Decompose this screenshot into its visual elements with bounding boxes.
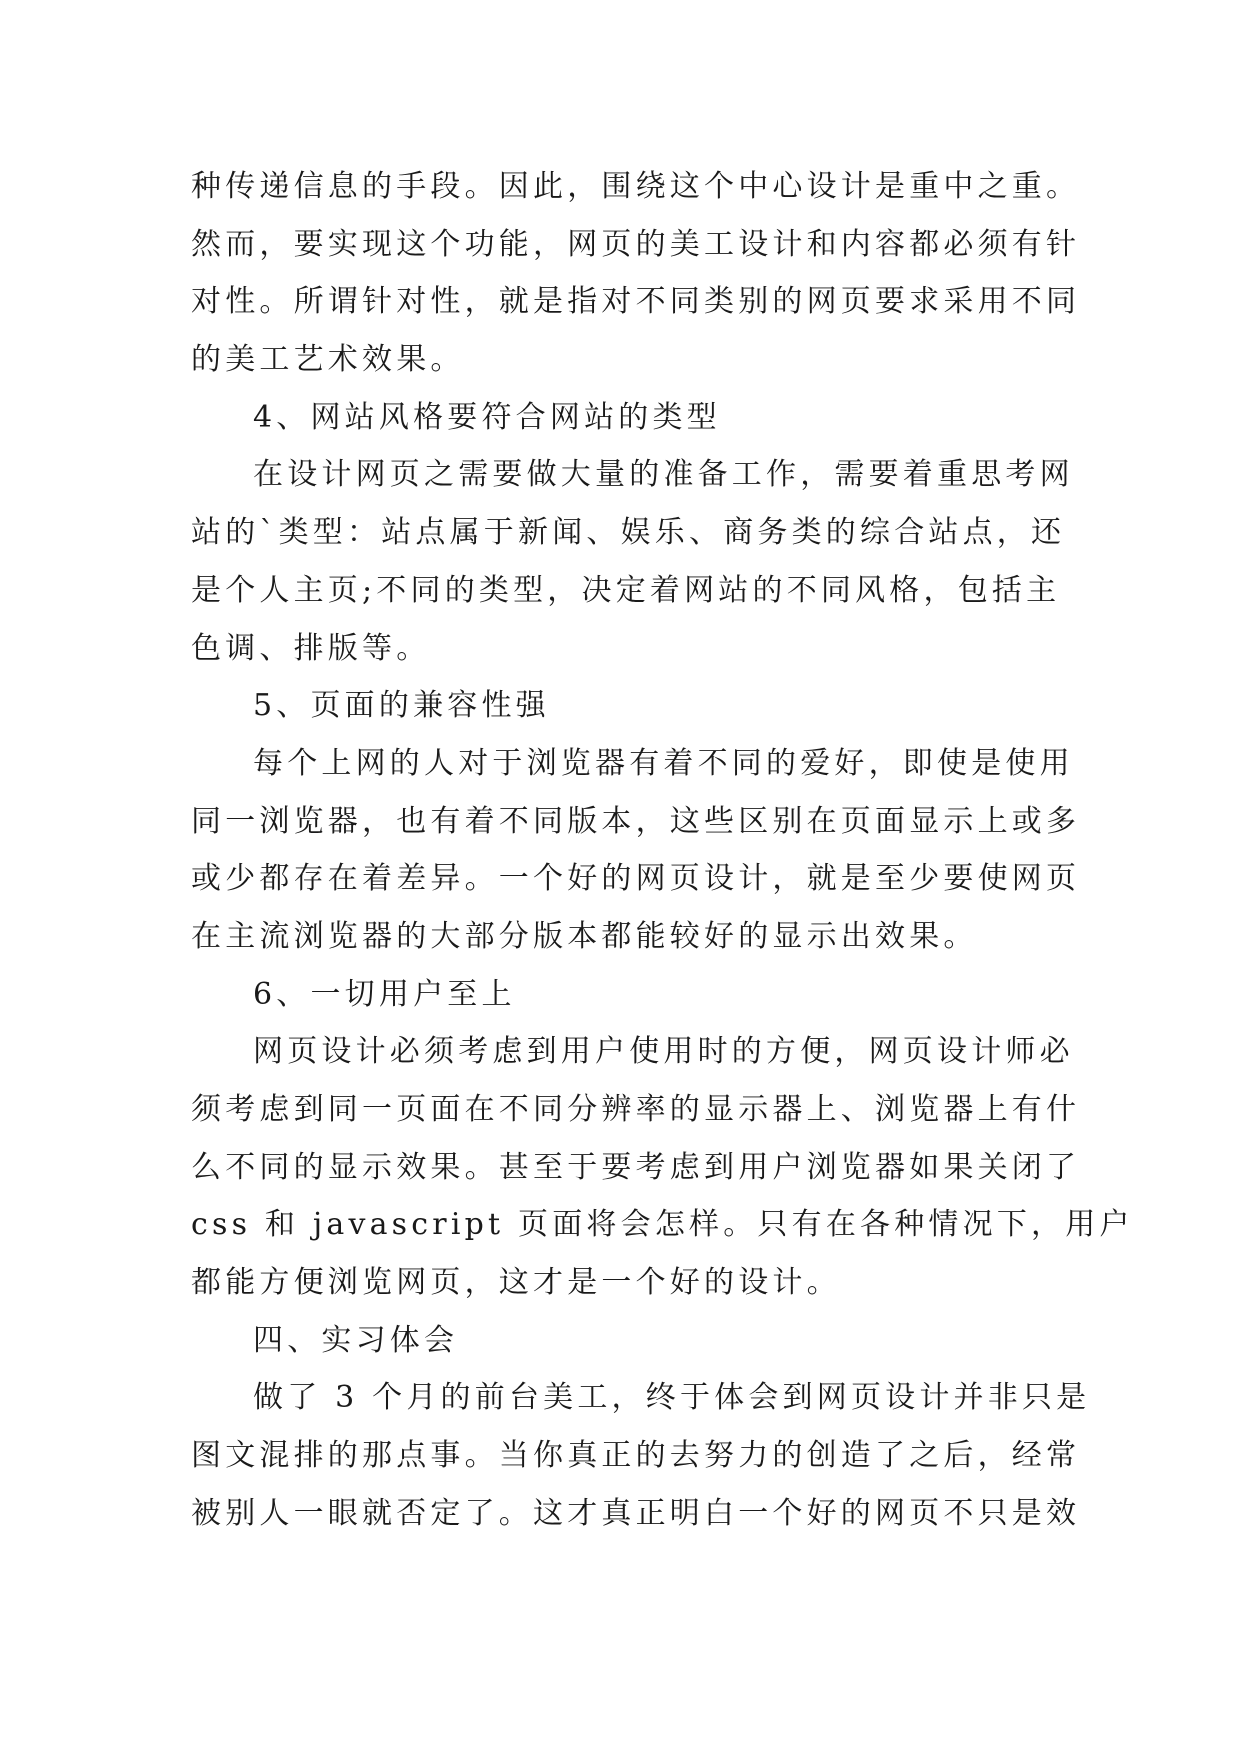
paragraph-line: 的美工艺术效果。 [191, 342, 465, 378]
paragraph-line: 图文混排的那点事。当你真正的去努力的创造了之后，经常 [191, 1438, 1081, 1474]
paragraph-line: 每个上网的人对于浏览器有着不同的爱好，即使是使用 [253, 745, 1074, 781]
paragraph-line: 同一浏览器，也有着不同版本，这些区别在页面显示上或多 [191, 803, 1081, 839]
paragraph-line: 做了 3 个月的前台美工，终于体会到网页设计并非只是 [253, 1380, 1091, 1416]
paragraph-line: 种传递信息的手段。因此，围绕这个中心设计是重中之重。 [191, 169, 1081, 204]
paragraph-line: 在主流浏览器的大部分版本都能较好的显示出效果。 [191, 918, 978, 954]
section-heading: 6、一切用户至上 [253, 976, 516, 1012]
document-body [191, 158, 1134, 1543]
section-heading: 5、页面的兼容性强 [253, 688, 550, 724]
paragraph-line: 都能方便浏览网页，这才是一个好的设计。 [191, 1265, 841, 1301]
paragraph-line: 在设计网页之需要做大量的准备工作，需要着重思考网 [253, 457, 1074, 493]
paragraph-line: css 和 javascript 页面将会怎样。只有在各种情况下，用户 [191, 1207, 1134, 1243]
paragraph-line: 网页设计必须考虑到用户使用时的方便，网页设计师必 [253, 1034, 1074, 1070]
paragraph-line: 是个人主页;不同的类型，决定着网站的不同风格，包括主 [191, 572, 1061, 608]
paragraph-line: 须考虑到同一页面在不同分辨率的显示器上、浏览器上有什 [191, 1092, 1081, 1127]
paragraph-line: 么不同的显示效果。甚至于要考虑到用户浏览器如果关闭了 [191, 1149, 1081, 1185]
section-heading: 4、网站风格要符合网站的类型 [253, 399, 721, 435]
paragraph-line: 色调、排版等。 [191, 630, 431, 666]
paragraph-line: 或少都存在着差异。一个好的网页设计，就是至少要使网页 [191, 861, 1081, 897]
paragraph-line: 站的`类型：站点属于新闻、娱乐、商务类的综合站点，还 [191, 515, 1066, 551]
section-heading: 四、实习体会 [253, 1322, 459, 1358]
paragraph-line: 被别人一眼就否定了。这才真正明白一个好的网页不只是效 [191, 1495, 1081, 1531]
paragraph-line: 然而，要实现这个功能，网页的美工设计和内容都必须有针 [191, 226, 1081, 262]
paragraph-line: 对性。所谓针对性，就是指对不同类别的网页要求采用不同 [191, 284, 1081, 320]
